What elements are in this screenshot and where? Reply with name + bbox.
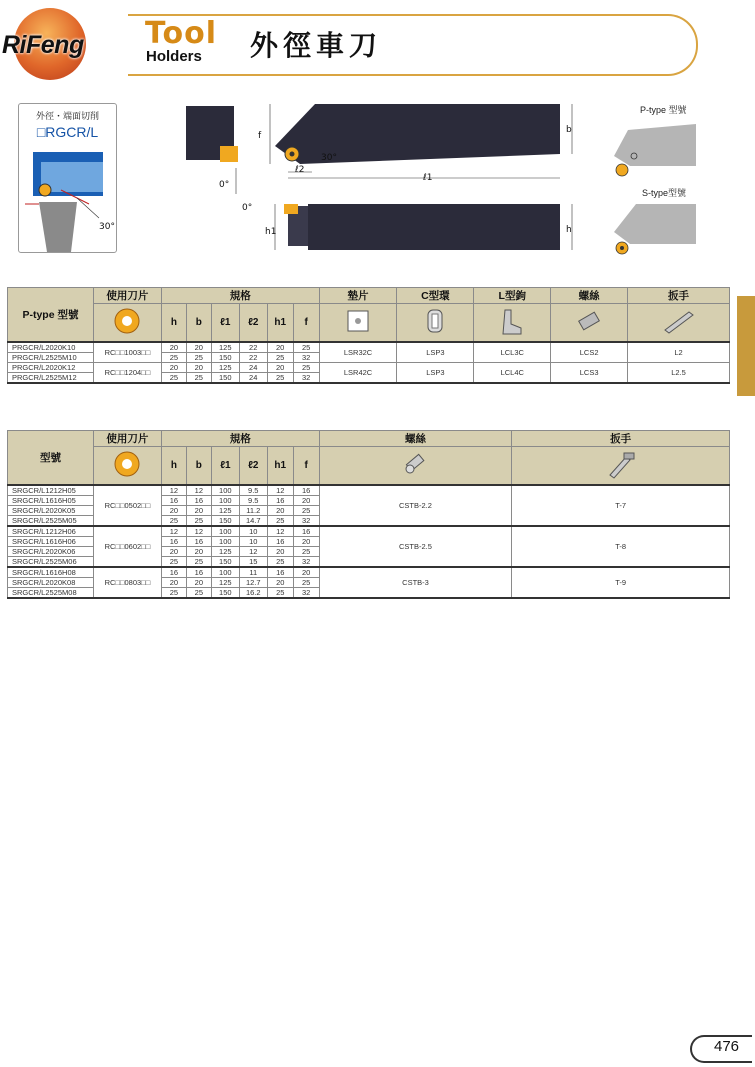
c-ring-icon bbox=[397, 304, 474, 342]
header-tool: Tool bbox=[145, 16, 217, 51]
spec-l1: ℓ1 bbox=[211, 447, 239, 485]
header-holders: Holders bbox=[146, 48, 202, 65]
table-row: SRGCR/L1212H05 RC□□0502□□ 12 12 100 9.5 12 16 CSTB-2.2 T-7 bbox=[8, 485, 730, 496]
table-row: SRGCR/L2525M05 25 25 150 14.7 25 32 bbox=[8, 515, 730, 526]
dim-h: h bbox=[566, 225, 572, 235]
wrench-icon bbox=[628, 304, 730, 342]
table-row: SRGCR/L1212H06 RC□□0602□□ 12 12 100 10 12 16 CSTB-2.5 T-8 bbox=[8, 526, 730, 537]
table-row: SRGCR/L1616H08 RC□□0803□□ 16 16 100 11 16 20 CSTB-3 T-9 bbox=[8, 567, 730, 578]
col-model: 型號 bbox=[8, 431, 94, 485]
page-title: 外徑車刀 bbox=[250, 29, 383, 62]
table-row: PRGCR/L2020K12 RC□□1204□□ 20 20 125 24 20 25 LSR42C LSP3 LCL4C LCS3 L2.5 bbox=[8, 362, 730, 372]
spec-l1: ℓ1 bbox=[211, 304, 239, 342]
insert-icon bbox=[93, 447, 161, 485]
table-stype bbox=[7, 430, 730, 599]
stype-illustration bbox=[608, 200, 698, 262]
table-row: SRGCR/L2020K08 20 20 125 12.7 20 25 bbox=[8, 577, 730, 587]
ptype-illustration bbox=[608, 118, 698, 180]
type-box-angle: 30° bbox=[99, 222, 115, 232]
torx-screw-icon bbox=[319, 447, 512, 485]
type-box-label: 外徑・端面切削 bbox=[35, 111, 99, 121]
col-l: L型鉤 bbox=[474, 288, 551, 304]
type-box-code: □RGCR/L bbox=[36, 124, 99, 140]
type-box-illustration bbox=[19, 140, 116, 255]
table-row: SRGCR/L1616H05 16 16 100 9.5 16 20 bbox=[8, 495, 730, 505]
insert-icon bbox=[93, 304, 161, 342]
side-tab bbox=[737, 296, 755, 396]
holder-diagram bbox=[180, 98, 600, 260]
table-row: SRGCR/L2020K06 20 20 125 12 20 25 bbox=[8, 546, 730, 556]
table-row: PRGCR/L2525M10 25 25 150 22 25 32 bbox=[8, 352, 730, 362]
shim-icon bbox=[319, 304, 397, 342]
col-c: C型環 bbox=[397, 288, 474, 304]
table-row: PRGCR/L2020K10 RC□□1003□□ 20 20 125 22 20 25 LSR32C LSP3 LCL3C LCS2 L2 bbox=[8, 342, 730, 353]
table-row: SRGCR/L2525M06 25 25 150 15 25 32 bbox=[8, 556, 730, 567]
spec-l2: ℓ2 bbox=[239, 304, 267, 342]
ptype-label: P-type 型號 bbox=[640, 105, 687, 115]
dim-f: f bbox=[258, 131, 262, 141]
col-wrench: 扳手 bbox=[628, 288, 730, 304]
col-shim: 墊片 bbox=[319, 288, 397, 304]
dim-b: b bbox=[566, 125, 572, 135]
spec-b: b bbox=[186, 304, 211, 342]
brand-logo: RiFeng bbox=[2, 31, 84, 59]
spec-b: b bbox=[186, 447, 211, 485]
spec-h: h bbox=[161, 304, 186, 342]
screw-icon bbox=[551, 304, 628, 342]
col-insert: 使用刀片 bbox=[93, 288, 161, 304]
dim-l2: ℓ2 bbox=[295, 165, 305, 175]
col-model: P-type 型號 bbox=[8, 288, 94, 342]
page-number: 476 bbox=[714, 1038, 740, 1055]
spec-h: h bbox=[161, 447, 186, 485]
col-insert: 使用刀片 bbox=[93, 431, 161, 447]
dim-angle: 30° bbox=[321, 153, 337, 163]
spec-f: f bbox=[293, 304, 319, 342]
spec-h1: h1 bbox=[267, 304, 293, 342]
table-row: PRGCR/L2525M12 25 25 150 24 25 32 bbox=[8, 372, 730, 383]
col-screw: 螺絲 bbox=[551, 288, 628, 304]
dim-zero-a: 0° bbox=[219, 180, 230, 190]
table-ptype bbox=[7, 287, 730, 384]
dim-h1: h1 bbox=[265, 227, 277, 237]
dim-zero-b: 0° bbox=[242, 203, 253, 213]
col-spec: 規格 bbox=[161, 288, 319, 304]
type-box bbox=[18, 103, 117, 253]
spec-f: f bbox=[293, 447, 319, 485]
stype-label: S-type型號 bbox=[642, 188, 687, 198]
table-row: SRGCR/L2525M08 25 25 150 16.2 25 32 bbox=[8, 587, 730, 598]
spec-l2: ℓ2 bbox=[239, 447, 267, 485]
col-spec: 規格 bbox=[161, 431, 319, 447]
col-screw: 螺絲 bbox=[319, 431, 512, 447]
l-hook-icon bbox=[474, 304, 551, 342]
spec-h1: h1 bbox=[267, 447, 293, 485]
col-wrench: 扳手 bbox=[512, 431, 730, 447]
table-row: SRGCR/L2020K05 20 20 125 11.2 20 25 bbox=[8, 505, 730, 515]
torx-wrench-icon bbox=[512, 447, 730, 485]
dim-l1: ℓ1 bbox=[423, 173, 433, 183]
table-row: SRGCR/L1616H06 16 16 100 10 16 20 bbox=[8, 536, 730, 546]
